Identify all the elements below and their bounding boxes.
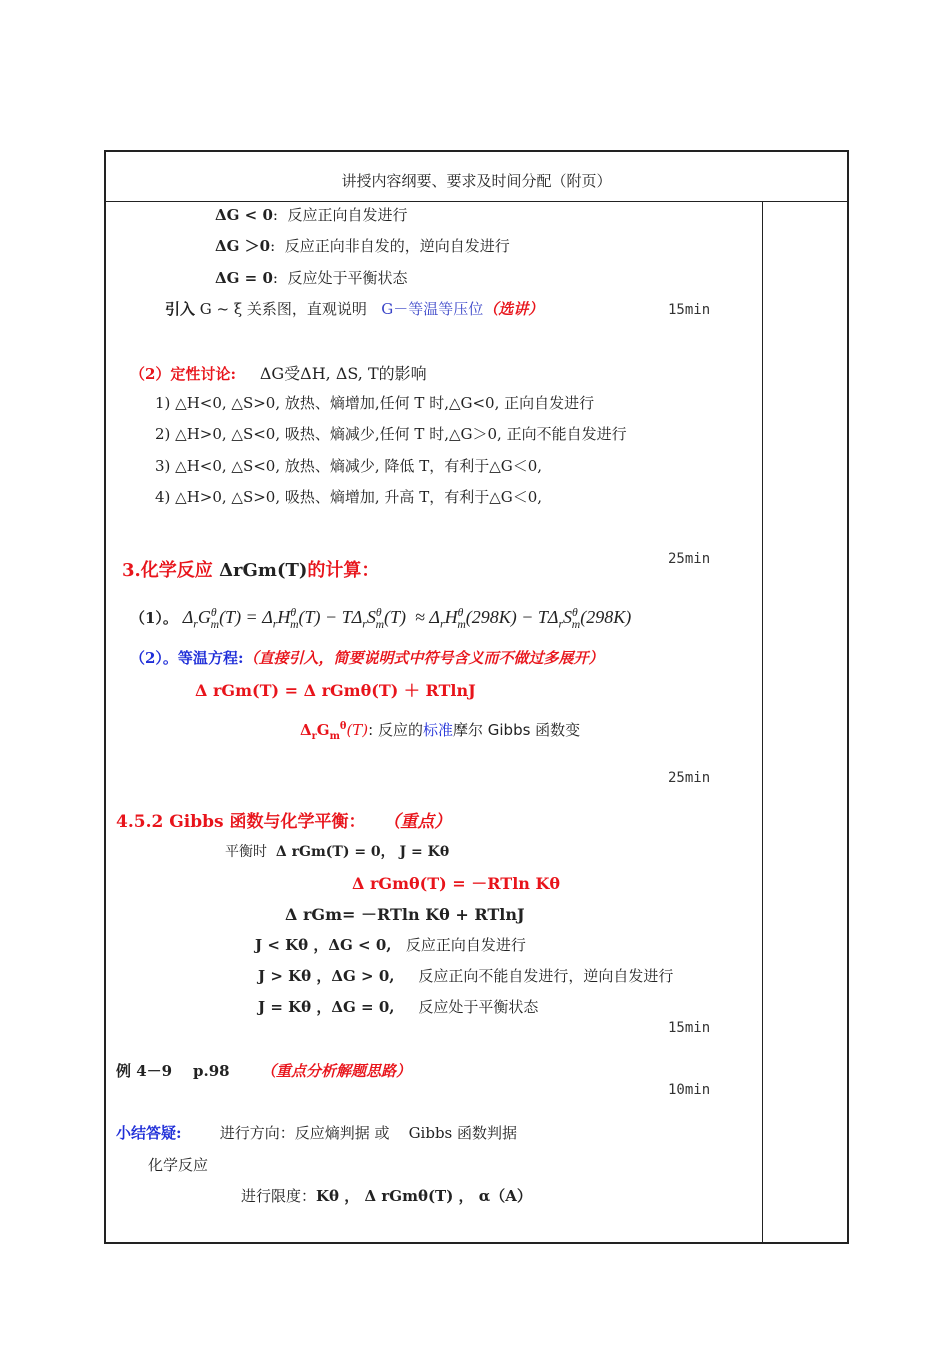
qual-heading: （2）定性讨论: ΔG受ΔH, ΔS, T的影响 xyxy=(130,364,427,383)
summary-limit: 进行限度：Kθ ， Δ rGmθ(T) ， α（A） xyxy=(241,1187,532,1205)
condition-line-3: ΔG = 0: 反应处于平衡状态 xyxy=(215,269,408,287)
gibbs-relation: Δ rGm= －RTln Kθ + RTlnJ xyxy=(285,905,525,924)
time-5: 10min xyxy=(668,1082,711,1098)
example-line: 例 4－9 p.98 （重点分析解题思路） xyxy=(116,1062,411,1080)
equation-1: （1）。 $\Delta_rG^\theta_m(T) = \Delta_rH^\theta_m(T) - T\Delta_rS^\theta_m(T) \approx \Delta_rH^\theta_m(298K) - T\Delta_rS^\theta_m(298K)$ xyxy=(130,606,632,631)
qual-item: 4) △H>0, △S>0, 吸热、熵增加, 升高 T，有利于△G＜0, xyxy=(155,488,543,506)
equation-2-heading: （2）。等温方程:（直接引入，简要说明式中符号含义而不做过多展开） xyxy=(130,649,604,667)
time-4: 15min xyxy=(668,1020,711,1036)
gibbs-helmholtz-formula: $\Delta_rG^\theta_m(T) = \Delta_rH^\theta_m(T) - T\Delta_rS^\theta_m(T) \approx \Delta_rH^\theta_m(298K) - T\Delta_rS^\theta_m(298K)$ xyxy=(182,606,632,631)
gibbs-equilibrium-title: 4.5.2 Gibbs 函数与化学平衡： （重点） xyxy=(116,812,452,832)
qual-item: 2) △H>0, △S<0, 吸热、熵减少,任何 T 时,△G＞0, 正向不能自发进行 xyxy=(155,425,627,443)
qual-item: 3) △H<0, △S<0, 放热、熵减少, 降低 T，有利于△G＜0, xyxy=(155,457,543,475)
condition-line-1: ΔG < 0: 反应正向自发进行 xyxy=(215,206,408,224)
section3-title: 3.化学反应 ΔrGm(T)的计算： xyxy=(122,560,380,581)
time-1: 15min xyxy=(668,302,711,318)
criterion-2: J > Kθ ，ΔG > 0, 反应正向不能自发进行，逆向自发进行 xyxy=(258,967,674,985)
summary-chem: 化学反应 xyxy=(148,1156,209,1174)
standard-gibbs-symbol: $\Delta_rG_m^\theta(T)$ xyxy=(300,721,369,742)
equilibrium-line: 平衡时 Δ rGm(T) = 0， J = Kθ xyxy=(225,844,450,860)
table-header: 讲授内容纲要、要求及时间分配（附页） xyxy=(106,152,847,202)
condition-line-2: ΔG ＞0: 反应正向非自发的，逆向自发进行 xyxy=(215,237,510,255)
criterion-3: J = Kθ ，ΔG = 0, 反应处于平衡状态 xyxy=(258,998,539,1016)
intro-line: 引入 G ~ ξ 关系图，直观说明 G－等温等压位（选讲） xyxy=(165,300,544,318)
time-2: 25min xyxy=(668,551,711,567)
qual-item: 1) △H<0, △S>0, 放热、熵增加,任何 T 时,△G<0, 正向自发进行 xyxy=(155,394,595,412)
summary-line: 小结答疑: 进行方向：反应熵判据 或 Gibbs 函数判据 xyxy=(116,1124,518,1142)
column-divider xyxy=(762,201,763,1242)
isotherm-equation: Δ rGm(T) = Δ rGmθ(T) ＋ RTlnJ xyxy=(195,681,476,700)
time-3: 25min xyxy=(668,770,711,786)
standard-gibbs-equation: Δ rGmθ(T) = －RTln Kθ xyxy=(352,874,561,893)
standard-gibbs-desc: $\Delta_rG_m^\theta(T)$: 反应的标准摩尔 Gibbs 函数变 xyxy=(300,721,581,742)
criterion-1: J < Kθ ，ΔG < 0, 反应正向自发进行 xyxy=(255,936,526,954)
